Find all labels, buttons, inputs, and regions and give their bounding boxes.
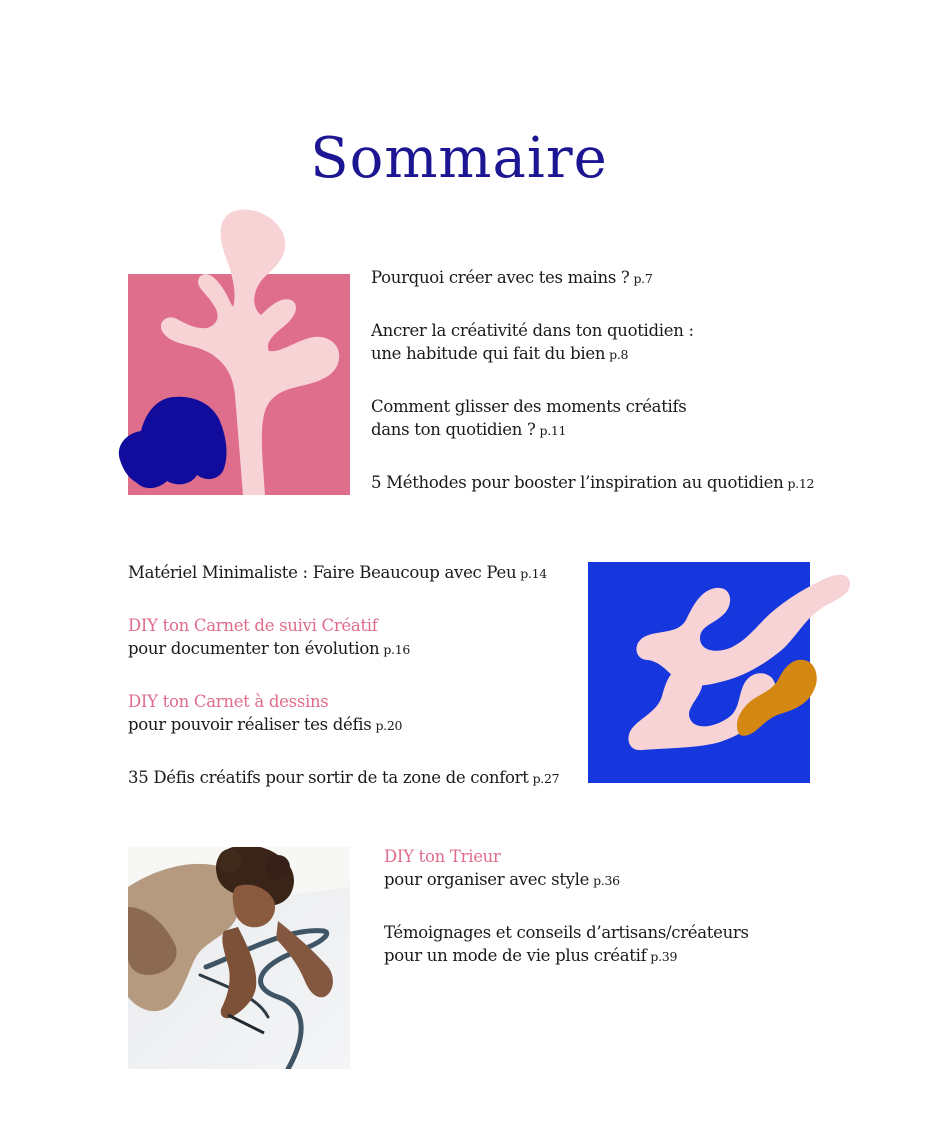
toc-entry[interactable] xyxy=(371,266,814,290)
entry-title-line: 35 Défis créatifs pour sortir de ta zone de confort p.27 xyxy=(128,768,560,787)
page-number: p.14 xyxy=(520,566,547,581)
toc-entry[interactable] xyxy=(371,319,814,366)
toc-entry[interactable] xyxy=(128,561,559,585)
entry-title-line: Matériel Minimaliste : Faire Beaucoup avec Peu p.14 xyxy=(128,563,547,582)
entry-title-line: Pourquoi créer avec tes mains ? p.7 xyxy=(371,268,653,287)
coral-leaf-artwork xyxy=(115,205,355,500)
page-title: Sommaire xyxy=(310,126,608,191)
toc-entry[interactable] xyxy=(128,614,559,661)
entry-title-line: dans ton quotidien ? p.11 xyxy=(371,420,567,439)
entry-accent-title: DIY ton Trieur xyxy=(384,847,501,866)
page-number: p.16 xyxy=(383,642,410,657)
toc-section-3 xyxy=(384,845,749,968)
toc-entry[interactable] xyxy=(371,395,814,442)
entry-title-line: pour un mode de vie plus créatif p.39 xyxy=(384,946,678,965)
entry-accent-title: DIY ton Carnet de suivi Créatif xyxy=(128,616,378,635)
page-number: p.8 xyxy=(609,347,629,362)
toc-entry[interactable] xyxy=(384,921,749,968)
toc-section-1 xyxy=(371,266,814,495)
entry-title-line: pour organiser avec style p.36 xyxy=(384,870,620,889)
toc-entry[interactable] xyxy=(371,471,814,495)
entry-title-line: une habitude qui fait du bien p.8 xyxy=(371,344,629,363)
page-number: p.20 xyxy=(375,718,403,733)
entry-title-line: pour pouvoir réaliser tes défis p.20 xyxy=(128,715,403,734)
page-number: p.7 xyxy=(633,271,653,286)
entry-title-line: 5 Méthodes pour booster l’inspiration au quotidien p.12 xyxy=(371,473,815,492)
entry-title-line: pour documenter ton évolution p.16 xyxy=(128,639,410,658)
page-number: p.39 xyxy=(650,949,678,964)
entry-title-line: Comment glisser des moments créatifs xyxy=(371,397,687,416)
toc-entry[interactable] xyxy=(128,690,559,737)
page-number: p.36 xyxy=(593,873,620,888)
entry-accent-title: DIY ton Carnet à dessins xyxy=(128,692,329,711)
toc-section-2 xyxy=(128,561,559,790)
page-number: p.11 xyxy=(539,423,567,438)
page-number: p.27 xyxy=(532,771,560,786)
squiggle-artwork xyxy=(588,560,858,785)
entry-title-line: Témoignages et conseils d’artisans/créateurs xyxy=(384,923,749,942)
page-number: p.12 xyxy=(787,476,815,491)
entry-title-line: Ancrer la créativité dans ton quotidien : xyxy=(371,321,694,340)
toc-entry[interactable] xyxy=(384,845,749,892)
artist-photo xyxy=(128,847,350,1069)
toc-entry[interactable] xyxy=(128,766,559,790)
